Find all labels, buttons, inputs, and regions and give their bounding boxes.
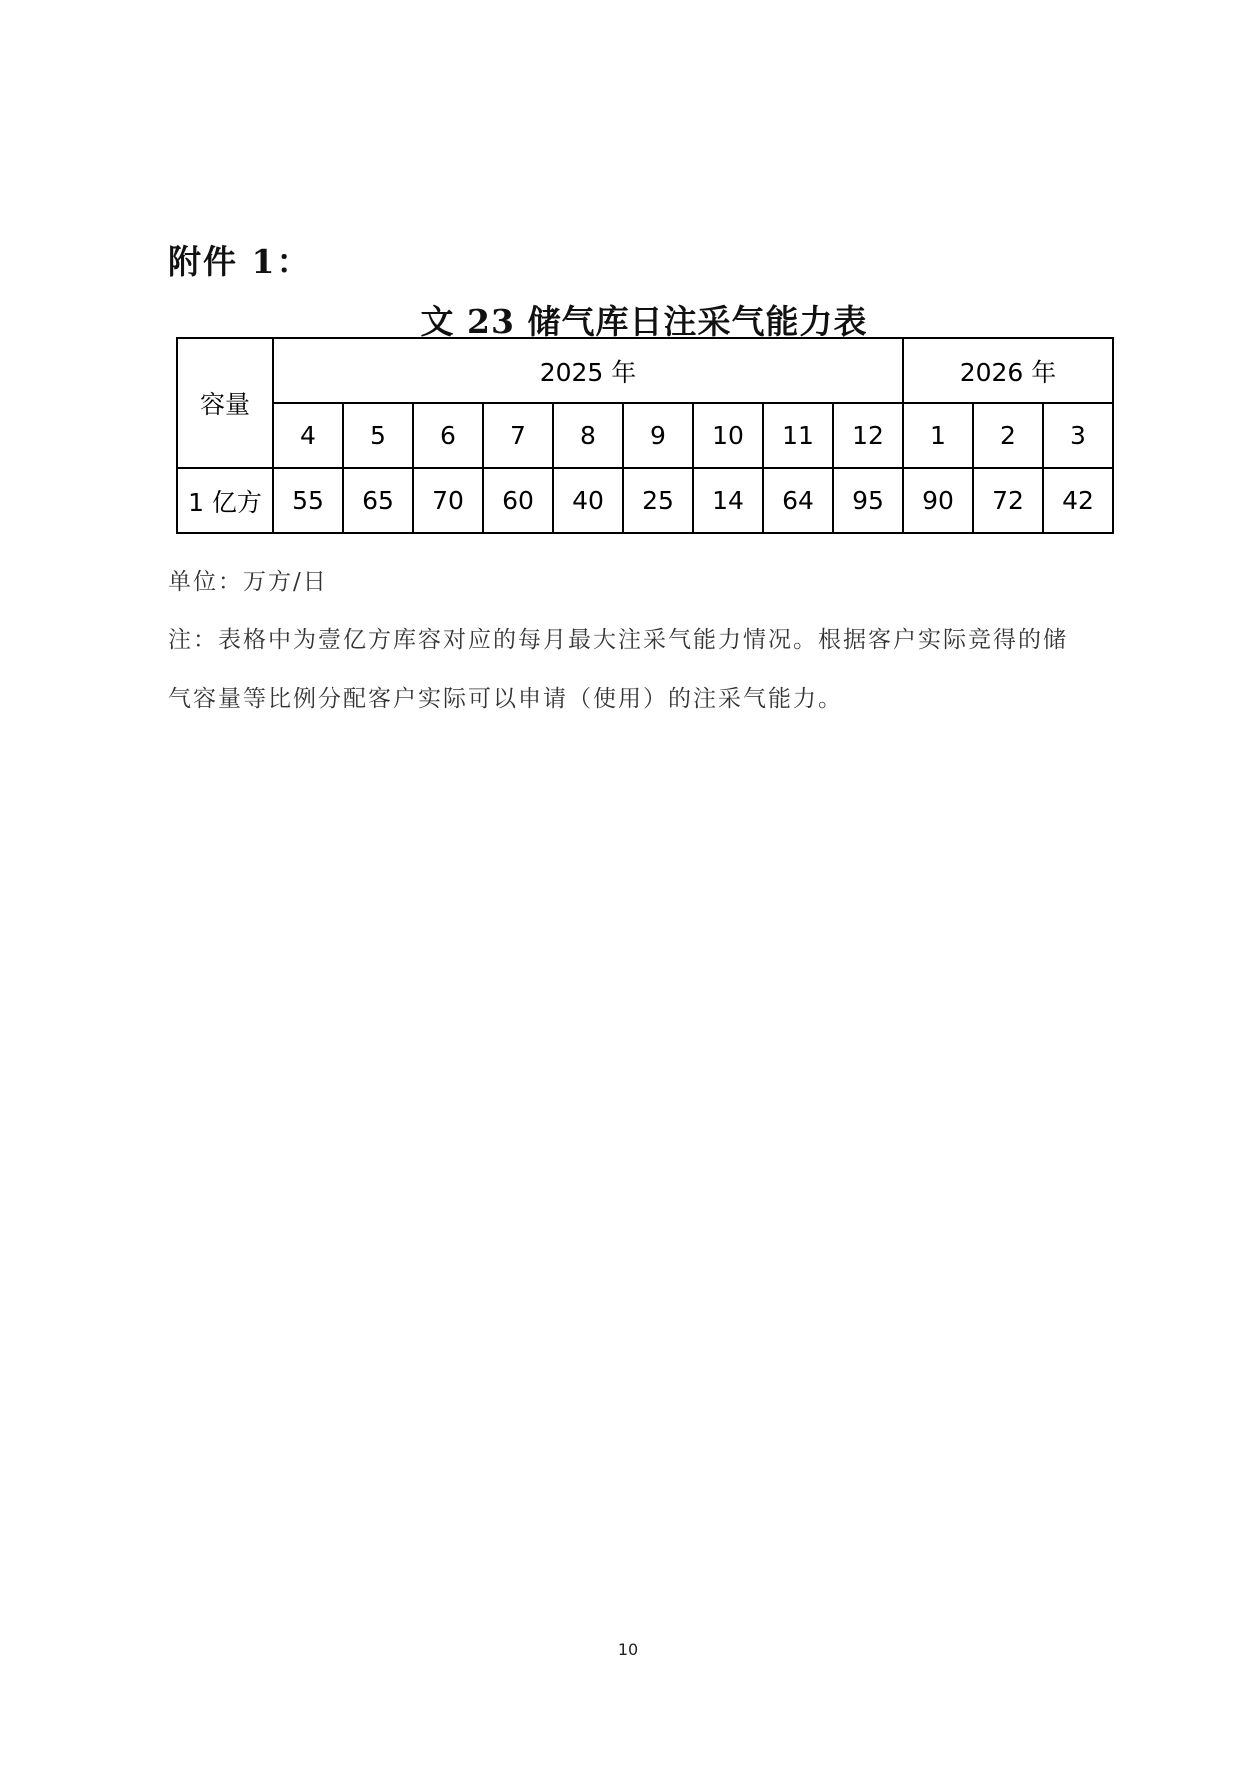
- month-header-cell: 6: [413, 403, 483, 468]
- value-cell: 95: [833, 468, 903, 533]
- value-cell: 64: [763, 468, 833, 533]
- value-cell: 42: [1043, 468, 1113, 533]
- value-cell: 72: [973, 468, 1043, 533]
- row-label-cell: 1 亿方: [177, 468, 273, 533]
- value-cell: 90: [903, 468, 973, 533]
- note-line-2: 气容量等比例分配客户实际可以申请（使用）的注采气能力。: [168, 686, 843, 712]
- table-row: [177, 468, 1113, 533]
- month-header-cell: 10: [693, 403, 763, 468]
- attachment-label: 附件 1：: [168, 242, 312, 281]
- month-header-cell: 1: [903, 403, 973, 468]
- table-header-row-months: [177, 403, 1113, 468]
- value-cell: 40: [553, 468, 623, 533]
- month-header-cell: 9: [623, 403, 693, 468]
- value-cell: 25: [623, 468, 693, 533]
- month-header-cell: 4: [273, 403, 343, 468]
- month-header-cell: 3: [1043, 403, 1113, 468]
- unit-text: 单位：万方/日: [168, 569, 328, 595]
- month-header-cell: 2: [973, 403, 1043, 468]
- table-header-row-years: [177, 338, 1113, 403]
- year-2025-header: 2025 年: [273, 338, 903, 403]
- value-cell: 70: [413, 468, 483, 533]
- value-cell: 65: [343, 468, 413, 533]
- value-cell: 60: [483, 468, 553, 533]
- month-header-cell: 7: [483, 403, 553, 468]
- note-line-1: 注：表格中为壹亿方库容对应的每月最大注采气能力情况。根据客户实际竞得的储: [168, 627, 1068, 653]
- value-cell: 14: [693, 468, 763, 533]
- value-cell: 55: [273, 468, 343, 533]
- month-header-cell: 8: [553, 403, 623, 468]
- capacity-header-cell: 容量: [177, 338, 273, 468]
- month-header-cell: 5: [343, 403, 413, 468]
- year-2026-header: 2026 年: [903, 338, 1113, 403]
- page-number: 10: [617, 1640, 639, 1659]
- month-header-cell: 11: [763, 403, 833, 468]
- table-title: 文 23 储气库日注采气能力表: [420, 302, 868, 341]
- month-header-cell: 12: [833, 403, 903, 468]
- capacity-table: [176, 337, 1114, 534]
